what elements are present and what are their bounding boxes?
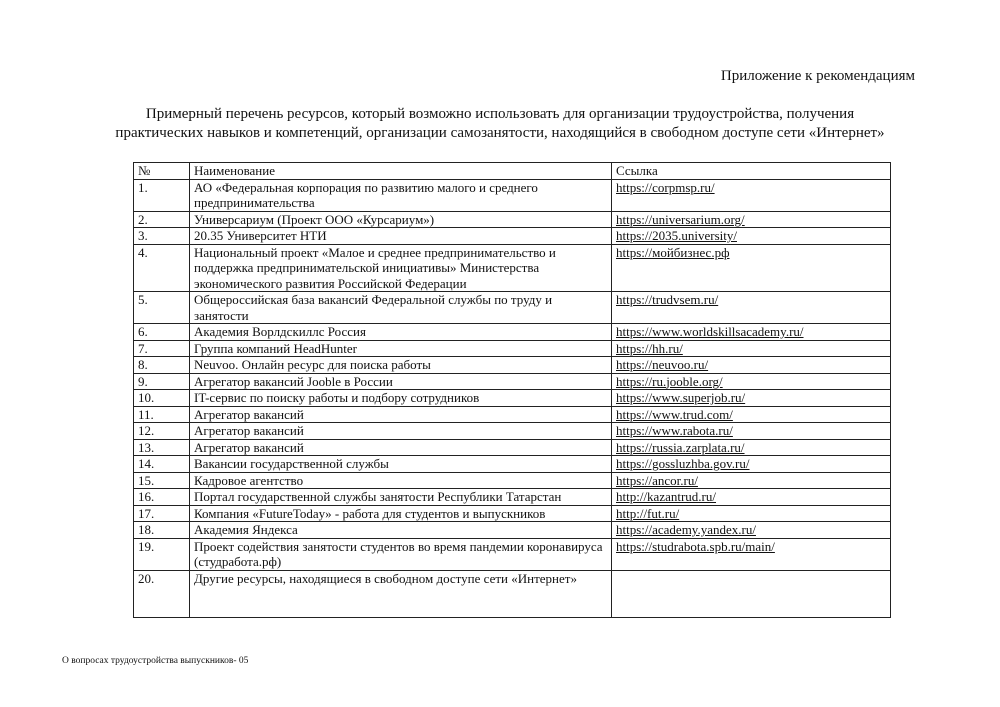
resource-name: Общероссийская база вакансий Федеральной службы по труду и занятости <box>190 292 612 324</box>
row-number: 13. <box>134 439 190 456</box>
table-row <box>134 522 891 539</box>
resource-link[interactable]: https://neuvoo.ru/ <box>616 357 709 372</box>
row-number: 7. <box>134 340 190 357</box>
resource-link[interactable]: http://kazantrud.ru/ <box>616 489 717 504</box>
resource-link[interactable]: https://gossluzhba.gov.ru/ <box>616 456 750 471</box>
appendix-label: Приложение к рекомендациям <box>720 68 915 84</box>
row-number: 18. <box>134 522 190 539</box>
resource-name: Вакансии государственной службы <box>190 456 612 473</box>
table-row <box>134 472 891 489</box>
row-number: 11. <box>134 406 190 423</box>
resource-name: Компания «FutureToday» - работа для студентов и выпускников <box>190 505 612 522</box>
row-number: 15. <box>134 472 190 489</box>
row-number: 2. <box>134 211 190 228</box>
table-row <box>134 456 891 473</box>
row-number: 8. <box>134 357 190 374</box>
table-row <box>134 211 891 228</box>
resource-name: Neuvoo. Онлайн ресурс для поиска работы <box>190 357 612 374</box>
resource-link[interactable]: https://hh.ru/ <box>616 340 683 356</box>
row-number: 14. <box>134 456 190 473</box>
row-number: 9. <box>134 373 190 390</box>
heading-line-2: практических навыков и компетенций, организации самозанятости, находящийся в свободном доступе сети «Интернет» <box>115 125 885 141</box>
table-row <box>134 439 891 456</box>
row-number: 10. <box>134 390 190 407</box>
resource-link[interactable]: https://мойбизнес.рф <box>616 244 730 260</box>
resource-link[interactable]: https://www.trud.com/ <box>616 406 733 422</box>
table-row <box>134 505 891 522</box>
resource-name: АО «Федеральная корпорация по развитию малого и среднего предпринимательства <box>190 179 612 211</box>
resource-name: Агрегатор вакансий Jooble в России <box>190 373 612 390</box>
resource-name: 20.35 Университет НТИ <box>190 228 612 245</box>
row-number: 12. <box>134 423 190 440</box>
resource-link[interactable]: https://2035.university/ <box>616 228 737 243</box>
column-header-name: Наименование <box>190 163 612 180</box>
table-row <box>134 340 891 357</box>
table-row <box>134 373 891 390</box>
row-number: 6. <box>134 324 190 341</box>
column-header-number: № <box>134 163 190 180</box>
row-number: 16. <box>134 489 190 506</box>
resource-link[interactable]: https://ru.jooble.org/ <box>616 373 723 389</box>
table-row <box>134 228 891 245</box>
resource-name: Агрегатор вакансий <box>190 439 612 456</box>
resource-name: Универсариум (Проект ООО «Курсариум») <box>190 211 612 228</box>
resource-name: Другие ресурсы, находящиеся в свободном доступе сети «Интернет» <box>190 570 612 617</box>
table-row <box>134 324 891 341</box>
row-number: 17. <box>134 505 190 522</box>
resource-link[interactable]: https://universarium.org/ <box>616 211 745 227</box>
table-row <box>134 390 891 407</box>
table-row <box>134 179 891 211</box>
table-row <box>134 244 891 292</box>
resource-name: Группа компаний HeadHunter <box>190 340 612 357</box>
resource-link[interactable]: https://www.superjob.ru/ <box>616 390 746 405</box>
resource-link[interactable]: https://corpmsp.ru/ <box>616 179 715 195</box>
document-heading <box>60 105 940 143</box>
resource-name: Академия Яндекса <box>190 522 612 539</box>
resource-link[interactable]: http://fut.ru/ <box>616 505 680 521</box>
resource-name: Национальный проект «Малое и среднее предпринимательство и поддержка предпринимательской инициативы» Министерства экономического развития Российской Федерации <box>190 244 612 292</box>
resource-name: Академия Ворлдскиллс Россия <box>190 324 612 341</box>
table-row <box>134 570 891 617</box>
table-row <box>134 489 891 506</box>
resource-name: Портал государственной службы занятости Республики Татарстан <box>190 489 612 506</box>
resource-name: Проект содействия занятости студентов во время пандемии коронавируса (студработа.рф) <box>190 538 612 570</box>
row-number: 19. <box>134 538 190 570</box>
resource-link[interactable]: https://trudvsem.ru/ <box>616 292 719 307</box>
resource-name: Агрегатор вакансий <box>190 423 612 440</box>
resource-name: Кадровое агентство <box>190 472 612 489</box>
resource-link[interactable]: https://ancor.ru/ <box>616 472 698 488</box>
row-number: 3. <box>134 228 190 245</box>
resources-table <box>133 162 891 618</box>
table-row <box>134 292 891 324</box>
resource-link[interactable]: https://studrabota.spb.ru/main/ <box>616 538 775 554</box>
resource-link[interactable]: https://www.worldskillsacademy.ru/ <box>616 324 804 339</box>
table-row <box>134 538 891 570</box>
resource-link[interactable]: https://russia.zarplata.ru/ <box>616 439 745 455</box>
row-number: 20. <box>134 570 190 617</box>
footer-note: О вопросах трудоустройства выпускников- 05 <box>62 656 249 666</box>
resource-name: Агрегатор вакансий <box>190 406 612 423</box>
row-number: 4. <box>134 244 190 292</box>
resource-link-empty <box>612 570 891 617</box>
resource-link[interactable]: https://academy.yandex.ru/ <box>616 522 756 537</box>
table-row <box>134 423 891 440</box>
table-row <box>134 406 891 423</box>
row-number: 1. <box>134 179 190 211</box>
column-header-link: Ссылка <box>612 163 891 180</box>
table-header-row <box>134 163 891 180</box>
heading-line-1: Примерный перечень ресурсов, который возможно использовать для организации трудоустройства, получения <box>145 106 855 122</box>
resource-link[interactable]: https://www.rabota.ru/ <box>616 423 733 438</box>
resource-name: IT-сервис по поиску работы и подбору сотрудников <box>190 390 612 407</box>
row-number: 5. <box>134 292 190 324</box>
table-row <box>134 357 891 374</box>
